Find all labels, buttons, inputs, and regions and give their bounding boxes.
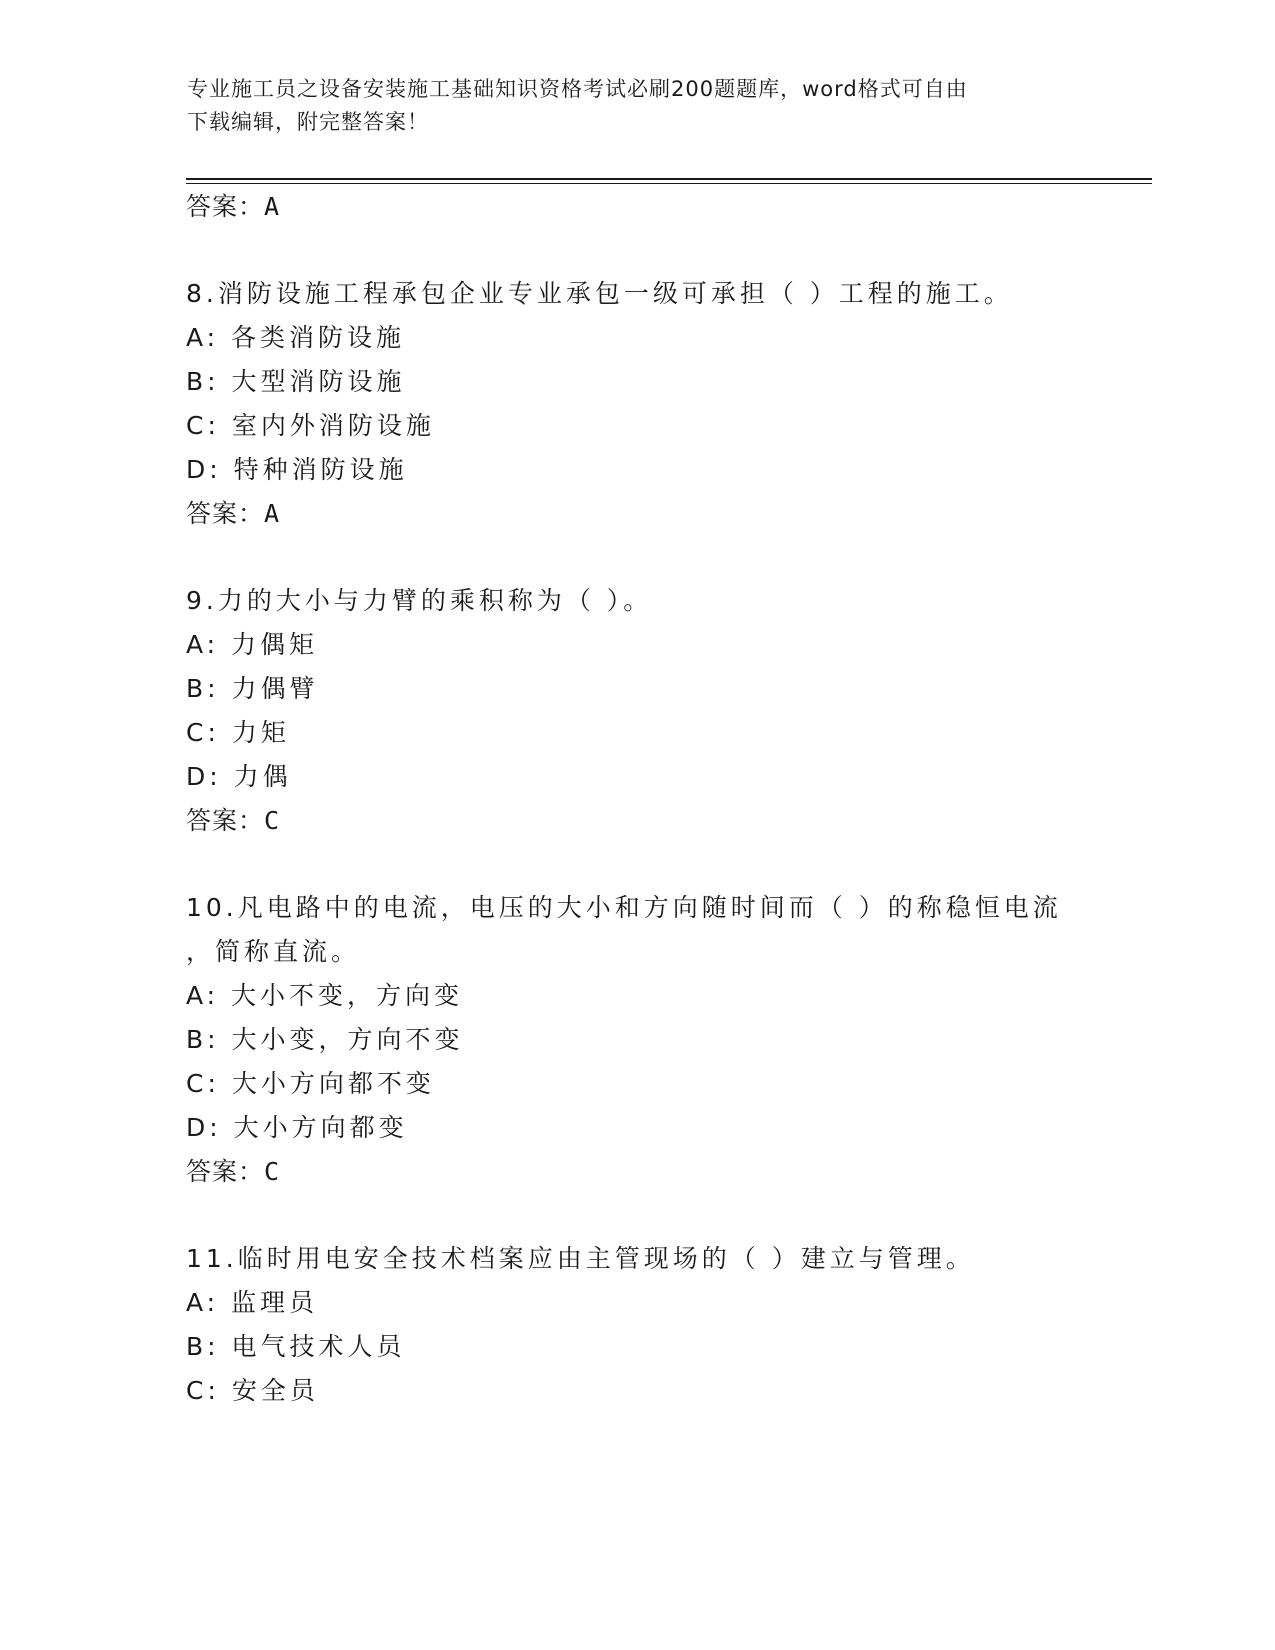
question-9-answer: 答案：C (186, 806, 281, 835)
question-8-option-b: B: 大型消防设施 (186, 367, 406, 396)
question-10-option-d: D: 大小方向都变 (186, 1113, 408, 1142)
question-8-answer: 答案：A (186, 499, 281, 528)
question-11-stem: 11.临时用电安全技术档案应由主管现场的（ ）建立与管理。 (186, 1244, 975, 1273)
question-10-stem-line-2: ，简称直流。 (186, 937, 361, 966)
question-11-option-c: C: 安全员 (186, 1376, 319, 1405)
question-8-option-c: C: 室内外消防设施 (186, 411, 435, 440)
document-header (187, 73, 1067, 139)
question-9-option-b: B: 力偶臂 (186, 674, 319, 703)
question-9-option-a: A: 力偶矩 (186, 630, 319, 659)
header-line-2: 下载编辑，附完整答案！ (187, 110, 429, 134)
question-10-option-c: C: 大小方向都不变 (186, 1069, 435, 1098)
question-9-option-d: D: 力偶 (186, 762, 292, 791)
header-line-1: 专业施工员之设备安装施工基础知识资格考试必刷200题题库，word格式可自由 (187, 77, 968, 101)
question-10-option-a: A: 大小不变，方向变 (186, 981, 464, 1010)
header-divider-thin (186, 183, 1152, 184)
previous-answer: 答案：A (186, 192, 281, 221)
header-divider-thick (186, 178, 1152, 180)
question-10-option-b: B: 大小变，方向不变 (186, 1025, 464, 1054)
question-8-option-a: A: 各类消防设施 (186, 323, 406, 352)
question-9-option-c: C: 力矩 (186, 718, 290, 747)
question-8-option-d: D: 特种消防设施 (186, 455, 408, 484)
question-10-answer: 答案：C (186, 1157, 281, 1186)
question-11-option-a: A: 监理员 (186, 1288, 319, 1317)
question-8-stem: 8.消防设施工程承包企业专业承包一级可承担（ ）工程的施工。 (186, 279, 1013, 308)
question-10-stem-line-1: 10.凡电路中的电流，电压的大小和方向随时间而（ ）的称稳恒电流 (186, 893, 1062, 922)
question-11-option-b: B: 电气技术人员 (186, 1332, 406, 1361)
question-9-stem: 9.力的大小与力臂的乘积称为（ ）。 (186, 586, 653, 615)
